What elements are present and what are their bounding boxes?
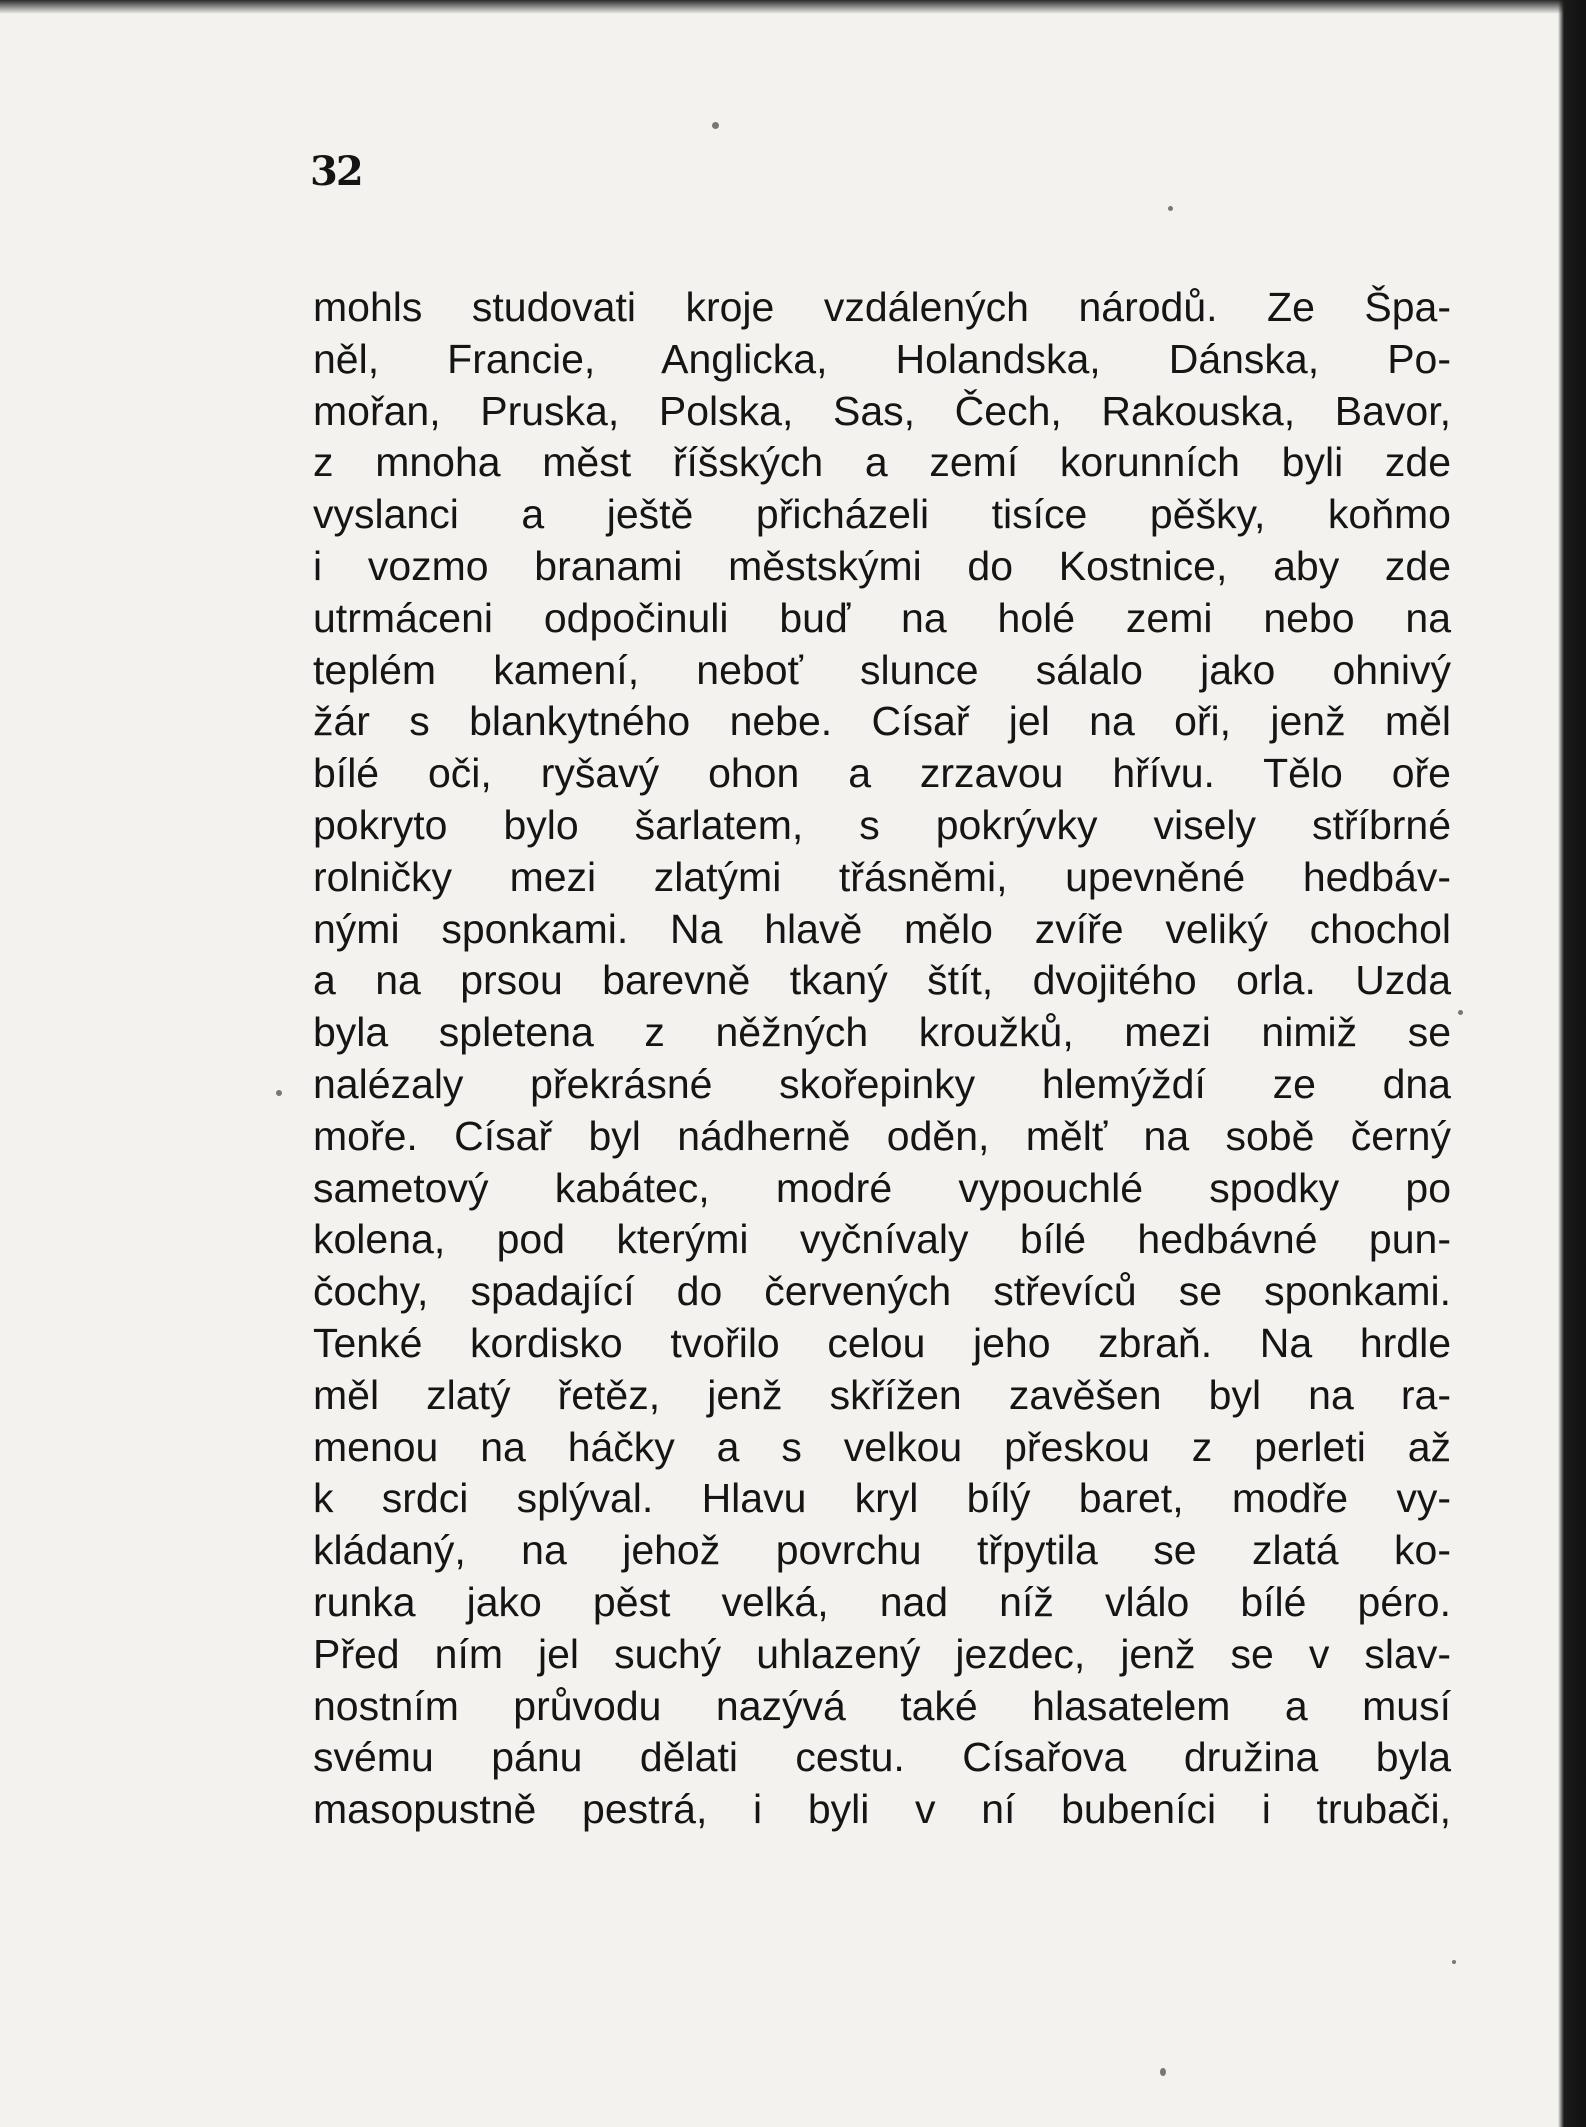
text-line: kolena, pod kterými vyčnívaly bílé hedbávné pun- xyxy=(313,1216,1451,1263)
scan-speck xyxy=(276,1090,282,1096)
scan-speck xyxy=(1452,1960,1456,1964)
text-line: nostním průvodu nazývá také hlasatelem a musí xyxy=(313,1682,1451,1729)
text-line: moře. Císař byl nádherně oděn, mělť na sobě černý xyxy=(313,1112,1451,1159)
text-line: z mnoha měst říšských a zemí korunních byli zde xyxy=(313,439,1451,486)
text-line: svému pánu dělati cestu. Císařova družina byla xyxy=(313,1734,1451,1781)
body-text xyxy=(313,282,1451,1836)
text-line: Před ním jel suchý uhlazený jezdec, jenž se v slav- xyxy=(313,1630,1451,1677)
scan-shadow-right xyxy=(1558,0,1586,2127)
scan-speck xyxy=(1160,2068,1166,2076)
text-line: Tenké kordisko tvořilo celou jeho zbraň. Na hrdle xyxy=(313,1319,1451,1366)
scan-shadow-top xyxy=(0,0,1586,14)
text-line: kládaný, na jehož povrchu třpytila se zlatá ko- xyxy=(313,1527,1451,1574)
text-line: utrmáceni odpočinuli buď na holé zemi nebo na xyxy=(313,594,1451,641)
scan-speck xyxy=(1168,206,1173,211)
text-line: sametový kabátec, modré vypouchlé spodky po xyxy=(313,1164,1451,1211)
text-line: a na prsou barevně tkaný štít, dvojitého orla. Uzda xyxy=(313,957,1451,1004)
text-line: k srdci splýval. Hlavu kryl bílý baret, modře vy- xyxy=(313,1475,1451,1522)
text-line: byla spletena z něžných kroužků, mezi nimiž se xyxy=(313,1009,1451,1056)
text-line: mořan, Pruska, Polska, Sas, Čech, Rakouska, Bavor, xyxy=(313,387,1451,434)
scan-speck xyxy=(1458,1010,1463,1015)
text-line: runka jako pěst velká, nad níž vlálo bílé péro. xyxy=(313,1578,1451,1625)
text-line: vyslanci a ještě přicházeli tisíce pěšky, koňmo xyxy=(313,491,1451,538)
text-line: nalézaly překrásné skořepinky hlemýždí ze dna xyxy=(313,1060,1451,1107)
text-line: měl zlatý řetěz, jenž skřížen zavěšen byl na ra- xyxy=(313,1371,1451,1418)
text-line: čochy, spadající do červených střevíců se sponkami. xyxy=(313,1268,1451,1315)
text-line: něl, Francie, Anglicka, Holandska, Dánska, Po- xyxy=(313,335,1451,382)
scan-speck xyxy=(712,122,719,129)
text-line: masopustně pestrá, i byli v ní bubeníci i trubači, xyxy=(313,1786,1451,1833)
text-line: rolničky mezi zlatými třásněmi, upevněné hedbáv- xyxy=(313,853,1451,900)
text-line: nými sponkami. Na hlavě mělo zvíře veliký chochol xyxy=(313,905,1451,952)
text-line: i vozmo branami městskými do Kostnice, aby zde xyxy=(313,542,1451,589)
text-line: teplém kamení, neboť slunce sálalo jako ohnivý xyxy=(313,646,1451,693)
text-line: menou na háčky a s velkou přeskou z perleti až xyxy=(313,1423,1451,1470)
page-number: 32 xyxy=(310,148,362,195)
text-line: pokryto bylo šarlatem, s pokrývky visely stříbrné xyxy=(313,801,1451,848)
text-line: bílé oči, ryšavý ohon a zrzavou hřívu. Tělo oře xyxy=(313,750,1451,797)
text-line: žár s blankytného nebe. Císař jel na oři, jenž měl xyxy=(313,698,1451,745)
text-line: mohls studovati kroje vzdálených národů. Ze Špa- xyxy=(313,284,1451,330)
